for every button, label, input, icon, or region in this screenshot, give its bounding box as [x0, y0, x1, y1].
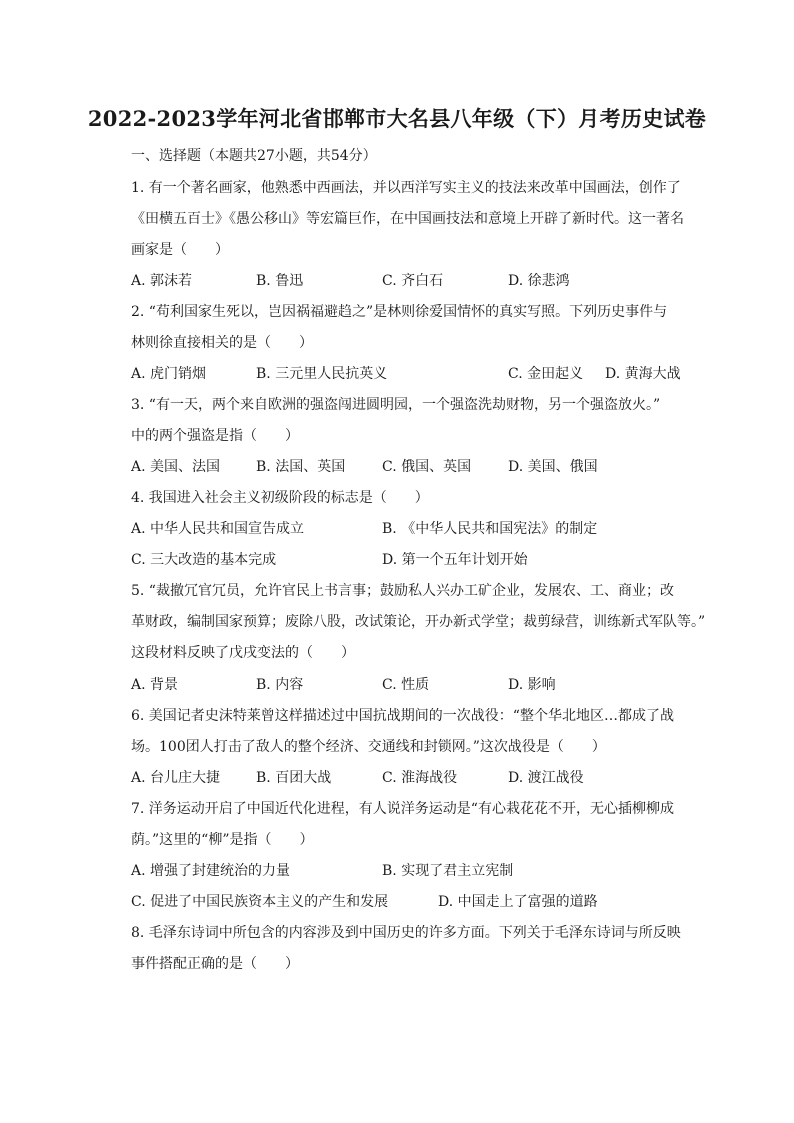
question-7-option-b: B. 实现了君主立宪制: [382, 863, 514, 879]
question-3-line-2: 中的两个强盗是指（ ）: [131, 428, 299, 444]
question-3-line-1: 3. “有一天，两个来自欧洲的强盗闯进圆明园，一个强盗洗劫财物，另一个强盗放火。”: [131, 397, 661, 413]
question-2-line-1: 2. “苟利国家生死以，岂因祸福避趋之”是林则徐爱国情怀的真实写照。下列历史事件与: [131, 304, 668, 320]
question-5-line-1: 5. “裁撤冗官冗员，允许官民上书言事；鼓励私人兴办工矿企业，发展农、工、商业；改: [131, 583, 674, 599]
question-4-option-c: C. 三大改造的基本完成: [131, 552, 277, 568]
question-1-line-1: 1. 有一个著名画家，他熟悉中西画法，并以西洋写实主义的技法来改革中国画法，创作了: [131, 180, 681, 196]
question-4-line-1: 4. 我国进入社会主义初级阶段的标志是（ ）: [131, 490, 429, 506]
question-2-line-2: 林则徐直接相关的是（ ）: [131, 335, 313, 351]
question-5-line-2: 革财政，编制国家预算；废除八股，改试策论，开办新式学堂；裁剪绿营，训练新式军队等。”: [131, 614, 706, 630]
question-1-line-2: 《田横五百士》《愚公移山》等宏篇巨作，在中国画技法和意境上开辟了新时代。这一著名: [131, 211, 684, 227]
question-5-option-d: D. 影响: [508, 677, 556, 693]
question-1-option-c: C. 齐白石: [382, 273, 444, 289]
question-1-option-d: D. 徐悲鸿: [508, 273, 570, 289]
question-3-option-b: B. 法国、英国: [256, 459, 346, 475]
question-6-option-b: B. 百团大战: [256, 770, 332, 786]
question-5-line-3: 这段材料反映了戊戌变法的（ ）: [131, 645, 355, 661]
question-7-option-d: D. 中国走上了富强的道路: [438, 894, 598, 910]
question-2-option-c: C. 金田起义: [508, 366, 584, 382]
question-5-option-b: B. 内容: [256, 677, 304, 693]
question-6-option-c: C. 淮海战役: [382, 770, 458, 786]
question-1-option-b: B. 鲁迅: [256, 273, 304, 289]
question-2-option-d: D. 黄海大战: [605, 366, 681, 382]
question-6-line-2: 场。100团人打击了敌人的整个经济、交通线和封锁网。”这次战役是（ ）: [131, 739, 606, 755]
question-6-line-1: 6. 美国记者史沫特莱曾这样描述过中国抗战期间的一次战役：“整个华北地区…都成了战: [131, 708, 674, 724]
question-6-option-d: D. 渡江战役: [508, 770, 584, 786]
question-3-option-d: D. 美国、俄国: [508, 459, 598, 475]
question-4-option-d: D. 第一个五年计划开始: [382, 552, 528, 568]
question-1-option-a: A. 郭沫若: [131, 273, 193, 289]
question-6-option-a: A. 台儿庄大捷: [131, 770, 221, 786]
question-7-option-c: C. 促进了中国民族资本主义的产生和发展: [131, 894, 389, 910]
question-3-option-c: C. 俄国、英国: [382, 459, 472, 475]
question-2-option-a: A. 虎门销烟: [131, 366, 207, 382]
exam-title: 2022-2023学年河北省邯郸市大名县八年级（下）月考历史试卷: [87, 106, 707, 131]
section-heading: 一、选择题（本题共27小题，共54分）: [131, 148, 377, 164]
question-1-line-3: 画家是（ ）: [131, 242, 229, 258]
question-7-option-a: A. 增强了封建统治的力量: [131, 863, 291, 879]
question-7-line-1: 7. 洋务运动开启了中国近代化进程，有人说洋务运动是“有心栽花花不开，无心插柳柳成: [131, 801, 674, 817]
question-4-option-a: A. 中华人民共和国宣告成立: [131, 521, 305, 537]
question-5-option-c: C. 性质: [382, 677, 430, 693]
question-8-line-1: 8. 毛泽东诗词中所包含的内容涉及到中国历史的许多方面。下列关于毛泽东诗词与所反映: [131, 925, 681, 941]
question-4-option-b: B. 《中华人民共和国宪法》的制定: [382, 521, 598, 537]
question-7-line-2: 荫。”这里的“柳”是指（ ）: [131, 832, 314, 848]
question-8-line-2: 事件搭配正确的是（ ）: [131, 956, 299, 972]
question-2-option-b: B. 三元里人民抗英义: [256, 366, 388, 382]
question-5-option-a: A. 背景: [131, 677, 179, 693]
question-3-option-a: A. 美国、法国: [131, 459, 221, 475]
